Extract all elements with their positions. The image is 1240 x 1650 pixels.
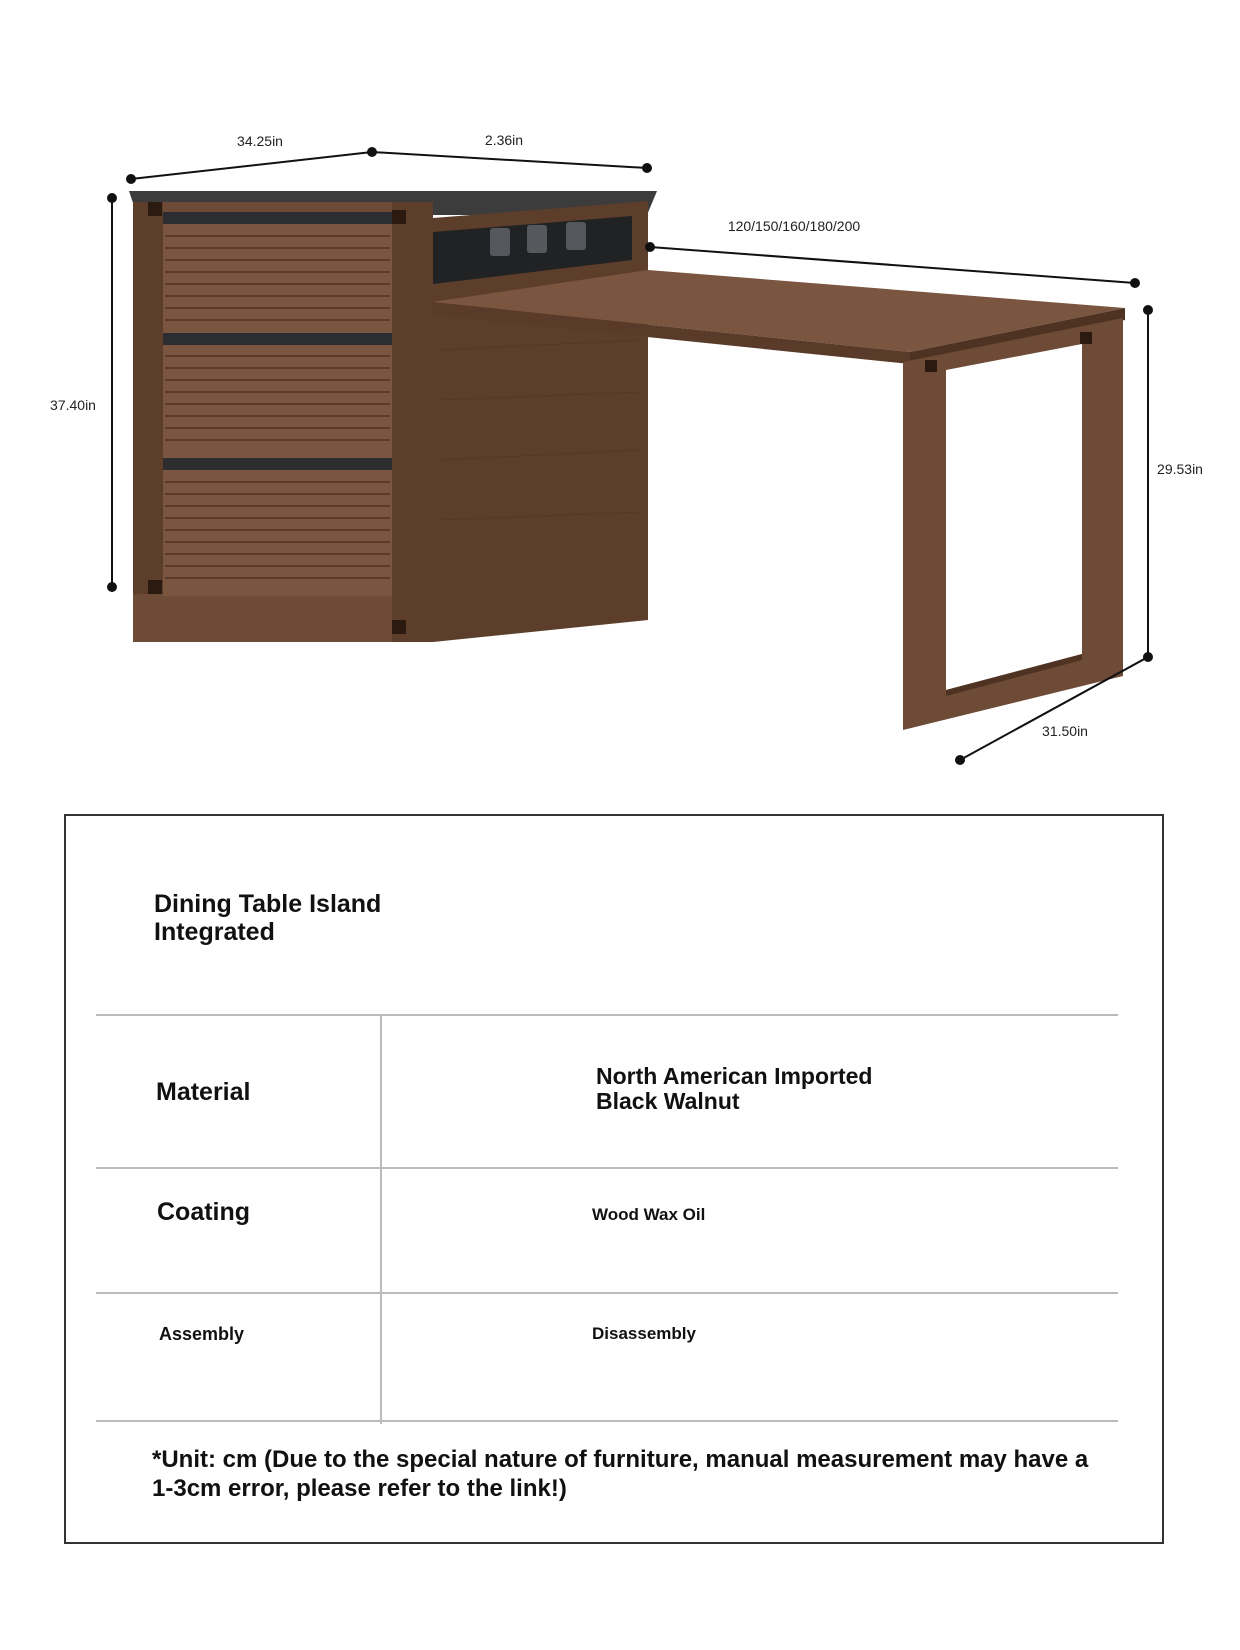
unit-footnote: *Unit: cm (Due to the special nature of furniture, manual measurement may have a 1-3cm error, please refer to the link!) (152, 1446, 1089, 1502)
dimension-table-depth: 31.50in (1042, 723, 1088, 739)
power-socket-icon (490, 228, 510, 256)
dimension-table-height: 29.53in (1157, 461, 1203, 477)
column-divider (380, 1014, 382, 1424)
divider (96, 1420, 1118, 1422)
drawer (163, 458, 392, 596)
dimension-cabinet-width: 34.25in (237, 133, 283, 149)
product-title: Dining Table Island Integrated (154, 890, 382, 946)
divider (96, 1167, 1118, 1169)
power-socket-icon (566, 222, 586, 250)
dimension-table-length: 120/150/160/180/200 (727, 218, 861, 234)
assembly-value: Disassembly (592, 1324, 696, 1343)
divider (96, 1014, 1118, 1016)
dimension-cabinet-height: 37.40in (50, 397, 96, 413)
coating-value: Wood Wax Oil (592, 1205, 706, 1224)
divider (96, 1292, 1118, 1294)
cabinet (129, 191, 657, 642)
product-illustration (0, 0, 1240, 780)
power-socket-icon (527, 225, 547, 253)
assembly-label: Assembly (159, 1324, 245, 1344)
spec-table (64, 814, 1164, 1544)
drawer (163, 212, 392, 337)
coating-label: Coating (157, 1198, 251, 1226)
material-label: Material (156, 1078, 251, 1106)
dimension-top-offset: 2.36in (484, 132, 524, 148)
material-value: North American Imported Black Walnut (596, 1063, 873, 1114)
